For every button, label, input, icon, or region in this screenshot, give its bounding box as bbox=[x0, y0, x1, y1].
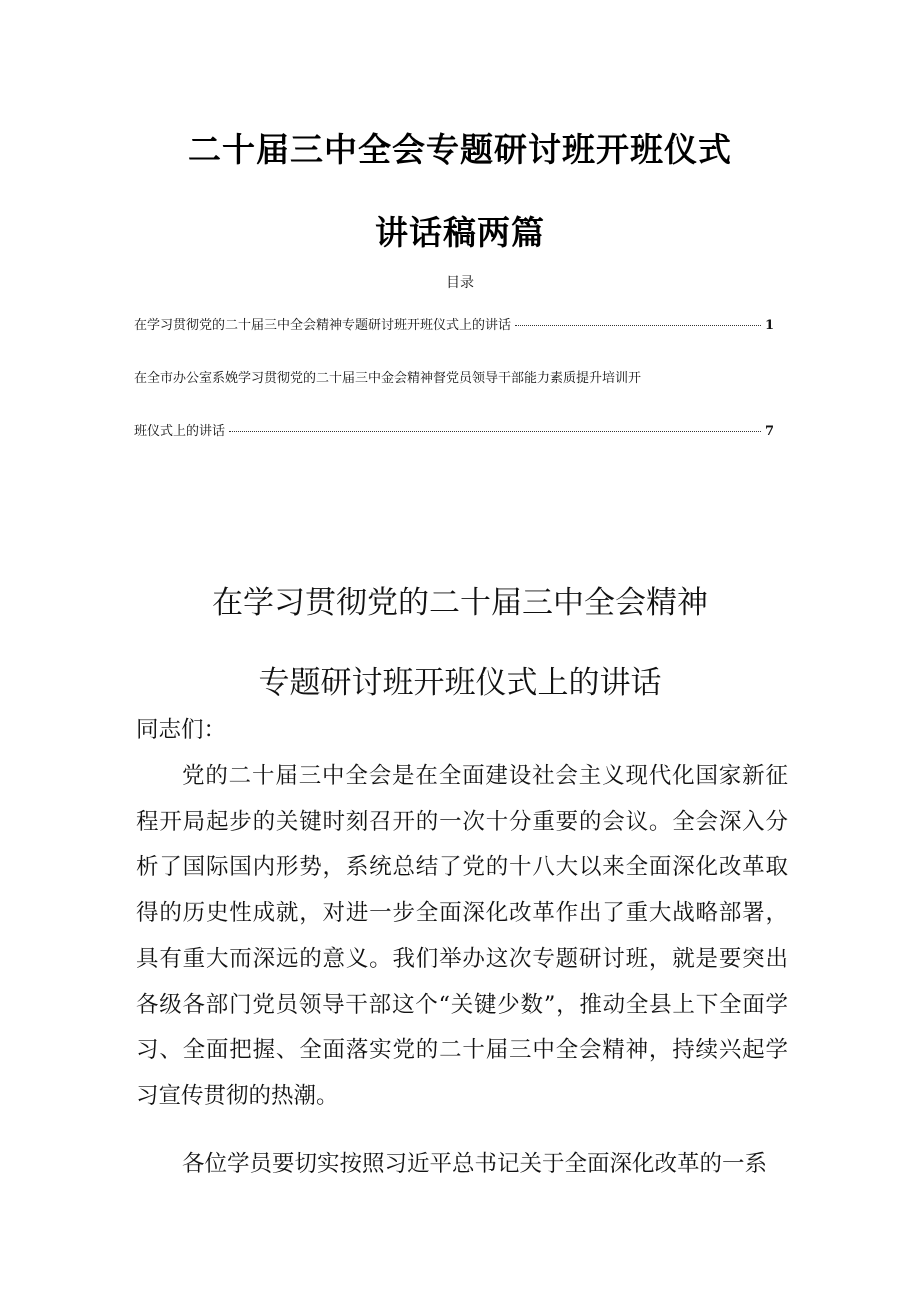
toc-leader-dots bbox=[229, 431, 761, 432]
toc-entry-2-text-line-2: 班仪式上的讲话 bbox=[134, 424, 226, 439]
speech-title-line-2: 专题研讨班开班仪式上的讲话 bbox=[258, 665, 662, 701]
toc-entry-2-page: 7 bbox=[764, 424, 774, 439]
toc-entry-2[interactable] bbox=[134, 420, 774, 439]
speech-title-line-1: 在学习贯彻党的二十届三中全会精神 bbox=[212, 585, 708, 621]
document-title-line-2: 讲话稿两篇 bbox=[375, 213, 545, 252]
toc-entry-2-line-1[interactable]: 在全市办公室系娩学习贯彻党的二十届三中金会精神督党员领导干部能力素质提升培训开 bbox=[134, 371, 642, 386]
toc-heading: 目录 bbox=[446, 275, 474, 291]
toc-entry-1-page: 1 bbox=[764, 318, 774, 333]
toc-entry-1-text: 在学习贯彻党的二十届三中全会精神专题研讨班开班仪式上的讲话 bbox=[134, 318, 512, 333]
toc-entry-1[interactable] bbox=[134, 314, 774, 333]
speech-paragraph-1: 党的二十届三中全会是在全面建设社会主义现代化国家新征程开局起步的关键时刻召开的一次十分重要的会议。全会深入分析了国际国内形势，系统总结了党的十八大以来全面深化改革取得的历史性成就，对进一步全面深化改革作出了重大战略部署，具有重大而深远的意义。我们举办这次专题研讨班，就是要突出各级各部门党员领导干部这个“关键少数”，推动全县上下全面学习、全面把握、全面落实党的二十届三中全会精神，持续兴起学习宣传贯彻的热潮。 bbox=[136, 763, 788, 1109]
toc-leader-dots bbox=[515, 325, 761, 326]
speech-salutation: 同志们： bbox=[136, 717, 227, 743]
speech-paragraph-2: 各位学员要切实按照习近平总书记关于全面深化改革的一系 bbox=[182, 1151, 768, 1177]
document-title-line-1: 二十届三中全会专题研讨班开班仪式 bbox=[188, 130, 732, 169]
